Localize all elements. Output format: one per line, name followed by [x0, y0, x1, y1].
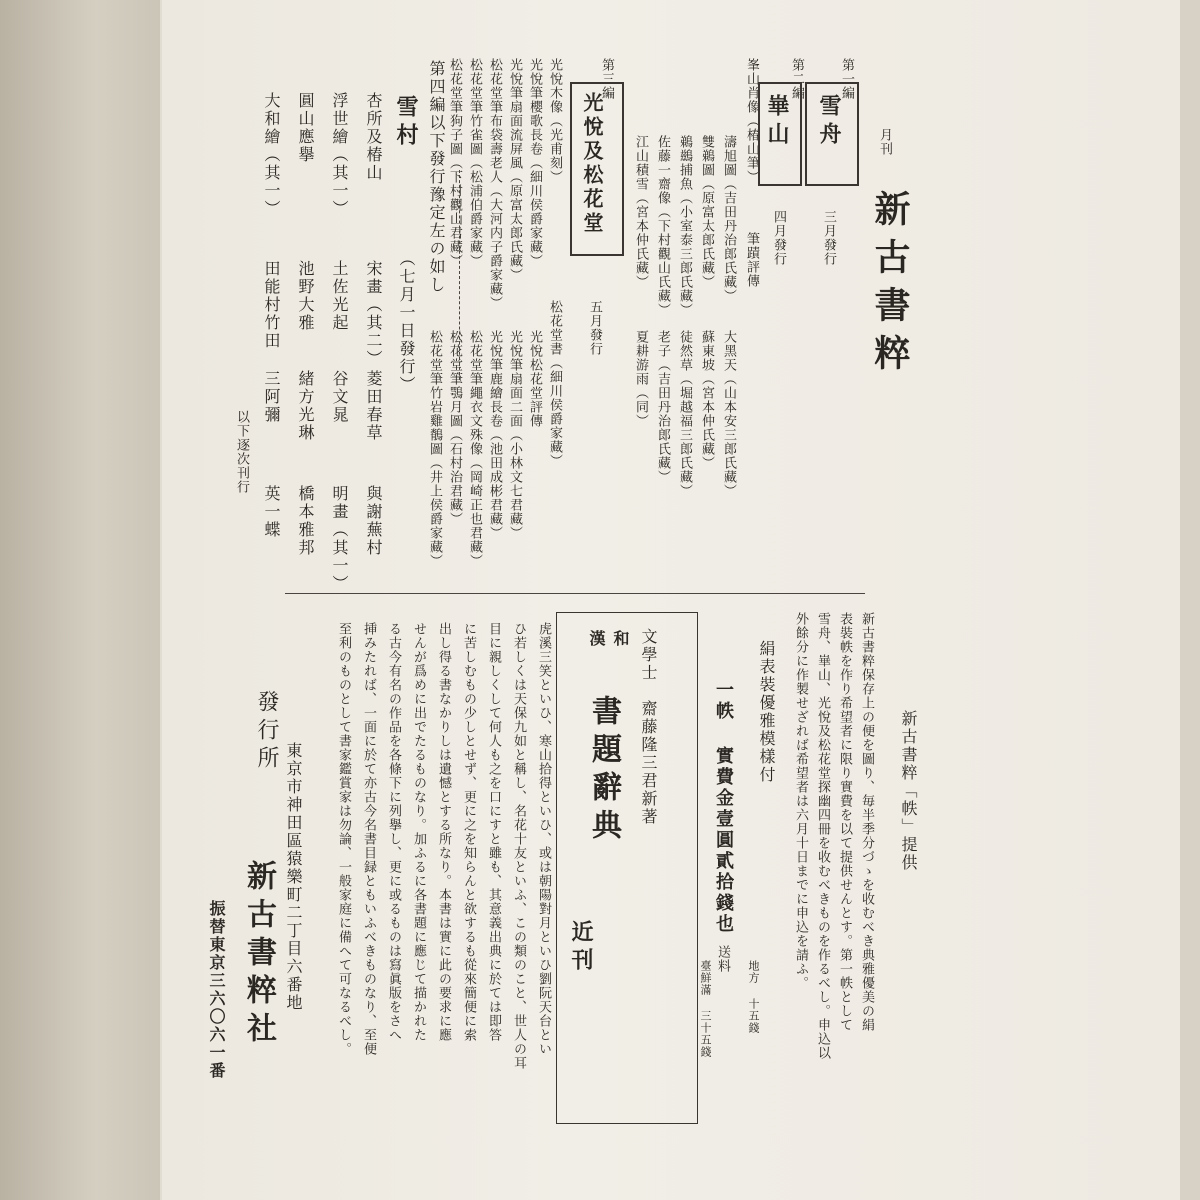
series1-header: 第一編	[839, 58, 854, 100]
series2-entry-2-note: 老子（吉田丹治郎氏藏）	[655, 330, 670, 484]
series3-date: 五月發行	[587, 300, 602, 356]
ad-author: 齋藤隆三君新著	[639, 700, 658, 826]
series3-entry2-3: 光悅筆鹿繪長卷（池田成彬君藏）	[487, 330, 502, 540]
series3-title: 光悅及松花堂	[580, 92, 604, 236]
series2-entry-1-note: 徒然草（堀越福三郎氏藏）	[677, 330, 692, 498]
postage-label: 送料	[715, 945, 730, 973]
series3-entry2-4: 松花堂筆繩衣文殊像（岡崎正也君藏）	[467, 330, 482, 568]
publisher-label: 發行所	[254, 690, 279, 774]
series1-entry-0-note: 筆蹟評傳	[744, 232, 759, 288]
notice-price: 一帙 實費金壹圓貳拾錢也	[713, 680, 734, 935]
notice-line-2: 雪舟、崋山、光悅及松花堂探幽四冊を收むべきものを作るべし。申込以	[815, 612, 830, 1060]
series4-row3-col3: 英一蝶	[262, 485, 281, 539]
ad-box	[556, 612, 698, 1124]
left-page-shadow	[0, 0, 160, 1200]
series4-row0-col2: 菱田春草	[364, 370, 383, 442]
publisher-address: 東京市神田區猿樂町二丁目六番地	[284, 742, 303, 1012]
series4-row0-col0: 杏所及椿山	[364, 92, 383, 182]
ad-body-6: る古今有名の作品を各條下に列擧し、更に或るものは寫眞版をさへ	[386, 622, 401, 1042]
series3-entry-1: 光悅筆櫻歌長卷（細川侯爵家藏）	[527, 58, 542, 268]
ad-soon: 近刊	[568, 920, 594, 976]
postage-line-2: 臺鮮滿 三十五錢	[699, 960, 712, 1058]
series1-entry-0: 峯山肖像（椿山筆）	[744, 58, 759, 184]
series3-entry2-2: 光悅筆扇面二面（小林文七君藏）	[507, 330, 522, 540]
series3-entry2-6: 松花堂筆竹岩雞鶺圖（井上侯爵家藏）	[427, 330, 442, 568]
series2-entry-1: 鵜鷀捕魚（小室泰三郎氏藏）	[677, 135, 692, 317]
series1-entry-1-note: 大黑天（山本安三郎氏藏）	[721, 330, 736, 498]
ad-body-7: 挿みたれば、一面に於て亦古今名書目録ともいふべきものなり、至便	[361, 622, 376, 1056]
series1-title: 雪舟	[816, 94, 842, 150]
series3-entry2-5: 松花堂筆鶚月圖（石村治君藏）	[447, 330, 462, 526]
series4-row3-col0: 大和繪（其一）	[262, 92, 281, 218]
series4-row3-col1: 田能村竹田	[262, 260, 281, 350]
series4-row1-col1: 土佐光起	[330, 260, 349, 332]
ad-body-8: 至利のものとして書家鑑賞家は勿論、一般家庭に備へて可なるべし。	[336, 622, 351, 1056]
ad-body-0: 虎溪三笑といひ、寒山拾得といひ、或は朝陽對月といひ劉阮天台とい	[536, 622, 551, 1056]
series2-entry-2: 佐藤一齋像（下村觀山氏藏）	[655, 135, 670, 317]
series2-entry-0: 雙鵜圖（原富太郎氏藏）	[699, 135, 714, 289]
series4-row2-col3: 橋本雅邦	[296, 485, 315, 557]
series4-row2-col1: 池野大雅	[296, 260, 315, 332]
ad-author-title: 文學士	[639, 628, 658, 682]
series4-row3-col2: 三阿彌	[262, 370, 281, 424]
ad-badge-1: 和	[611, 630, 630, 648]
series4-row1-col3: 明畫（其一）	[330, 485, 349, 593]
series4-row0-col3: 與謝蕪村	[364, 485, 383, 557]
series4-intro: 第四編以下發行豫定左の如し	[427, 60, 446, 294]
series3-entry-0: 光悅木像（光甫刻）	[547, 58, 562, 184]
publisher-name: 新古書粹社	[241, 860, 276, 1050]
ad-body-5: せんが爲めに出でたるものなり。加ふるに各書題に應じて描かれた	[411, 622, 426, 1042]
ad-body-1: ひ若しくは天保九如と稱し、名花十友といふ、この類のこと、世人の耳	[511, 622, 526, 1070]
series4-row1-col2: 谷文晁	[330, 370, 349, 424]
series2-entry-3: 江山積雪（宮本仲氏藏）	[633, 135, 648, 289]
series3-entry-4: 松花堂筆竹雀圖（松浦伯爵家藏）	[467, 58, 482, 268]
series4-divider	[459, 170, 460, 380]
notice-title: 新古書粹「帙」提供	[899, 710, 918, 872]
series3-entry2-0: 松花堂書（細川侯爵家藏）	[547, 300, 562, 468]
masthead-kan: 月刊	[877, 128, 892, 156]
series4-row0-col1: 宋畫（其二）	[364, 260, 383, 368]
series3-entry-2: 光悅筆扇面流屏風（原富太郎氏藏）	[507, 58, 522, 282]
series4-footer: 以下逐次刊行	[234, 410, 249, 494]
section-divider	[285, 593, 865, 594]
series4-row1-col0: 浮世繪（其一）	[330, 92, 349, 218]
series2-header: 第二編	[789, 58, 804, 100]
series1-date: 三月發行	[821, 210, 836, 266]
notice-spec: 絹表裝優雅模樣付	[757, 640, 776, 784]
series3-entry-3: 松花堂筆布袋壽老人（大河内子爵家藏）	[487, 58, 502, 310]
notice-line-1: 表裝帙を作り希望者に限り實費を以て提供せんとす。第一帙として	[837, 612, 852, 1032]
series2-entry-0-note: 蘇東坡（宮本仲氏藏）	[699, 330, 714, 470]
right-edge	[1180, 0, 1200, 1200]
series4-row2-col0: 圓山應擧	[296, 92, 315, 164]
masthead-title: 新古書粹	[869, 190, 911, 382]
postage-line-1: 地方 十五錢	[747, 960, 760, 1034]
ad-title: 書題辭典	[586, 695, 621, 847]
series2-title: 崋山	[764, 94, 790, 150]
series3-entry2-1: 光悅松花堂評傳	[527, 330, 542, 428]
series4-title: 雪村	[393, 95, 419, 151]
ad-badge-2: 漢	[587, 630, 606, 648]
ad-body-3: に苦しむもの少しとせず、更に之を知らんと欲するも從來簡便に索	[461, 622, 476, 1042]
series2-entry-3-note: 夏耕游雨（同）	[633, 330, 648, 428]
notice-line-3: 外餘分に作製せざれば希望者は六月十日までに申込を請ふ。	[793, 612, 808, 990]
publisher-account: 振替東京三六〇六一番	[207, 900, 226, 1080]
series4-date: （七月一日發行）	[397, 250, 416, 394]
notice-line-0: 新古書粹保存上の便を圖り、毎半季分づゝを收むべき典雅優美の絹	[859, 612, 874, 1032]
series4-row2-col2: 緒方光琳	[296, 370, 315, 442]
ad-body-2: 目に親しくして何人も之を口にすと雖も、其意義出典に於ては即答	[486, 622, 501, 1042]
series1-entry-1: 濤旭圖（吉田丹治郎氏藏）	[721, 135, 736, 303]
series3-entry-5: 松花堂筆狗子圖（下村觀山君藏）	[447, 58, 462, 268]
series3-header: 第三編	[599, 58, 614, 100]
series2-date: 四月發行	[771, 210, 786, 266]
ad-body-4: 出し得る書なかりしは遺憾とする所なり。本書は實に此の要求に應	[436, 622, 451, 1042]
